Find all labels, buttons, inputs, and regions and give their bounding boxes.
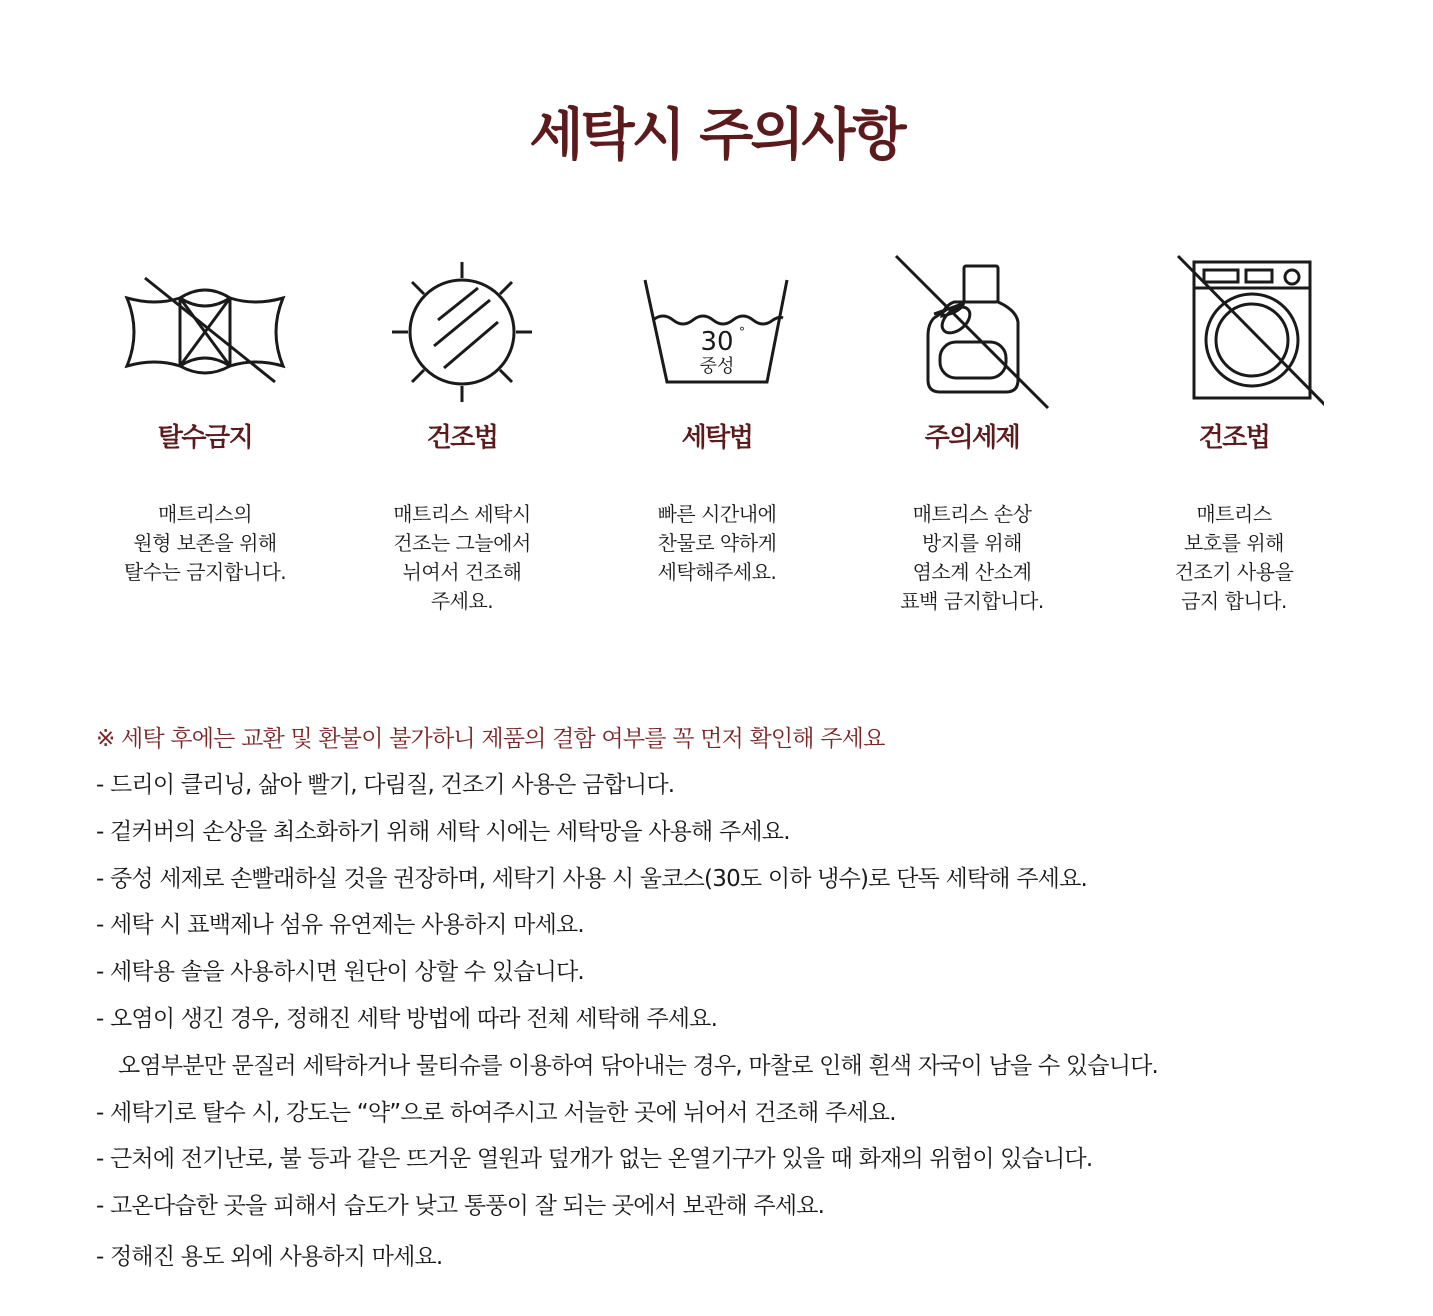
no-tumble-dryer-icon	[1144, 250, 1324, 410]
care-description: 매트리스 손상 방지를 위해 염소계 산소계 표백 금지합니다.	[900, 502, 1044, 613]
care-description: 매트리스 보호를 위해 건조기 사용을 금지 합니다.	[1174, 502, 1294, 613]
care-title: 건조법	[426, 423, 498, 453]
detergent-label: 중성	[699, 356, 735, 377]
notice-line: - 고온다습한 곳을 피해서 습도가 낮고 통풍이 잘 되는 곳에서 보관해 주세요.	[96, 1193, 825, 1220]
care-title: 주의세제	[924, 423, 1020, 453]
care-item-wash-30	[587, 250, 847, 584]
care-description: 매트리스의 원형 보존을 위해 탈수는 금지합니다.	[123, 502, 287, 584]
care-item-shade-dry	[332, 250, 592, 613]
care-description: 매트리스 세탁시 건조는 그늘에서 뉘여서 건조해 주세요.	[393, 502, 531, 613]
notice-line: - 겉커버의 손상을 최소화하기 위해 세탁 시에는 세탁망을 사용해 주세요.	[96, 818, 790, 845]
notice-line: - 세탁용 솔을 사용하시면 원단이 상할 수 있습니다.	[96, 959, 584, 986]
care-title: 건조법	[1198, 423, 1270, 453]
notice-section	[96, 716, 1396, 1281]
notice-line: - 세탁기로 탈수 시, 강도는 “약”으로 하여주시고 서늘한 곳에 뉘어서 건조해 주세요.	[96, 1099, 896, 1126]
notice-line-continuation: 오염부분만 문질러 세탁하거나 물티슈를 이용하여 닦아내는 경우, 마찰로 인해 흰색 자국이 남을 수 있습니다.	[118, 1052, 1159, 1079]
care-title: 세탁법	[681, 423, 753, 453]
wash-30-neutral-icon	[627, 250, 807, 410]
care-item-no-dryer	[1104, 250, 1364, 613]
notice-line: - 정해진 용도 외에 사용하지 마세요.	[96, 1243, 443, 1270]
notice-line: - 세탁 시 표백제나 섬유 유연제는 사용하지 마세요.	[96, 912, 584, 939]
no-bleach-detergent-icon	[882, 250, 1062, 410]
notice-line: - 드리이 클리닝, 삶아 빨기, 다림질, 건조기 사용은 금합니다.	[96, 772, 675, 798]
care-description: 빠른 시간내에 찬물로 약하게 세탁해주세요.	[657, 502, 777, 584]
degree-mark: °	[739, 325, 745, 339]
notice-line: - 오염이 생긴 경우, 정해진 세탁 방법에 따라 전체 세탁해 주세요.	[96, 1005, 718, 1032]
temp-label: 30	[700, 327, 734, 357]
shade-dry-icon	[372, 250, 552, 410]
page-title: 세탁시 주의사항	[529, 103, 904, 168]
care-item-no-bleach	[842, 250, 1102, 613]
notice-warning: ※ 세탁 후에는 교환 및 환불이 불가하니 제품의 결함 여부를 꼭 먼저 확인해 주세요	[96, 726, 885, 752]
care-item-no-wring	[75, 250, 335, 584]
notice-line: - 중성 세제로 손빨래하실 것을 권장하며, 세탁기 사용 시 울코스(30도 이하 냉수)로 단독 세탁해 주세요.	[96, 865, 1087, 892]
no-wring-icon	[115, 250, 295, 410]
care-title: 탈수금지	[157, 423, 253, 453]
notice-line: - 근처에 전기난로, 불 등과 같은 뜨거운 열원과 덮개가 없는 온열기구가 있을 때 화재의 위험이 있습니다.	[96, 1146, 1093, 1173]
